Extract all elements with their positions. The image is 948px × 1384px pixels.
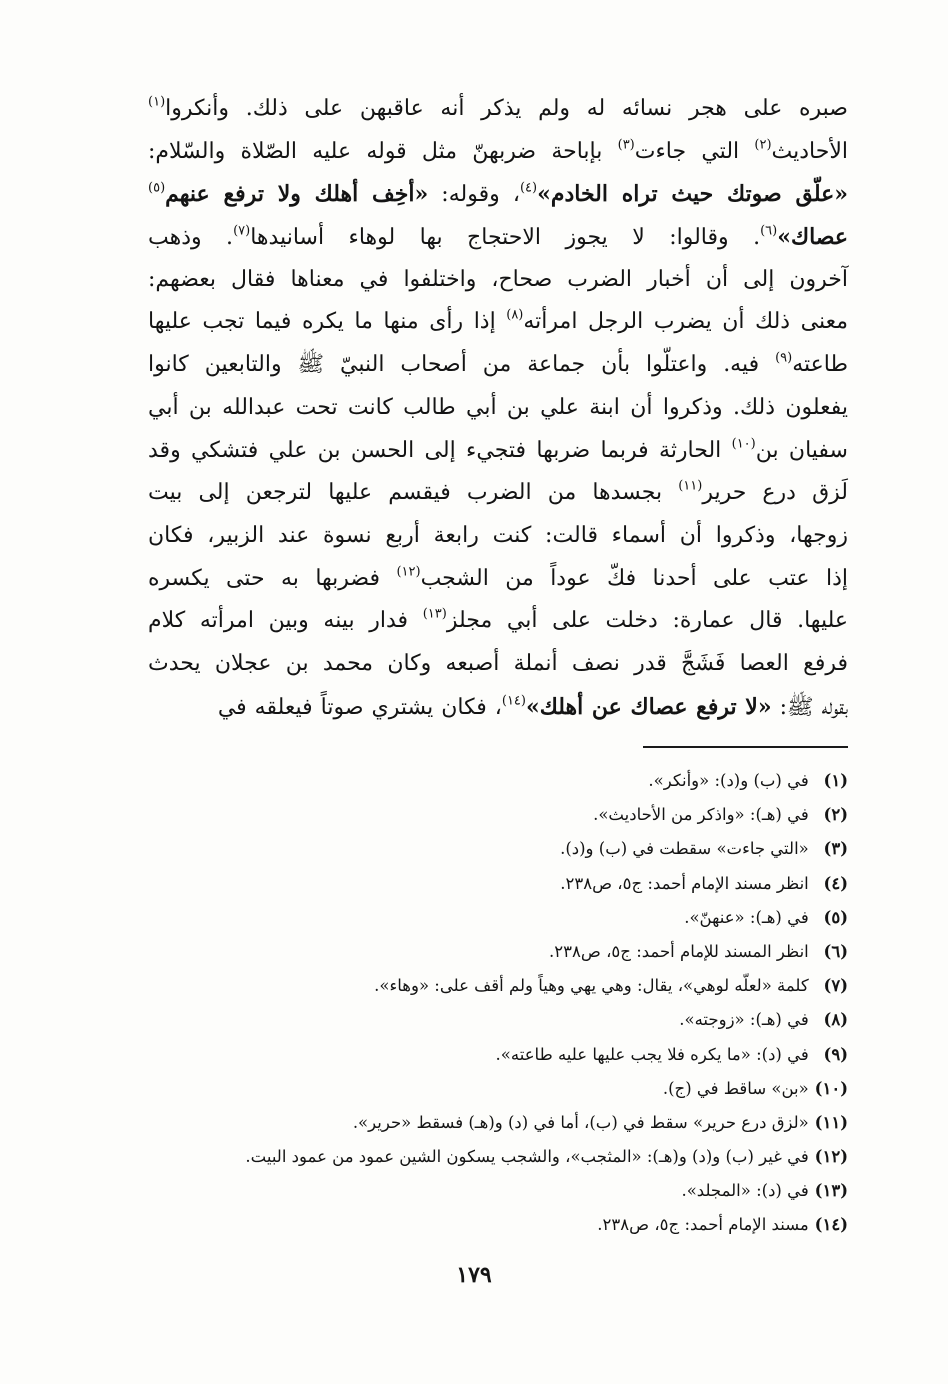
footnote-item: [140, 1140, 848, 1174]
text-line: [148, 301, 848, 344]
footnote-text: في (هـ): «زوجته».: [679, 1010, 809, 1030]
text-segment: عليها. قال عمارة: دخلت على أبي مجلز: [446, 608, 849, 634]
text-segment: فيه. واعتلّوا بأن جماعة من أصحاب النبيّ ﷺ والتابعين كانوا: [148, 352, 776, 378]
footnote-marker: (١٤): [501, 692, 526, 708]
footnote-item: [140, 867, 848, 901]
page-number: ١٧٩: [456, 1262, 492, 1288]
text-segment: الأحاديث: [771, 138, 848, 164]
footnote-marker: (٤): [519, 180, 538, 196]
text-segment: ، وقوله:: [428, 182, 520, 208]
footnote-number: (٦): [823, 941, 848, 961]
hadith-quote: «لا ترفع عصاك عن أهلك»: [525, 693, 772, 720]
footnote-text: كلمة «لعلّه لوهي»، يقال: وهي يهي وهياً ولم أقف على: «وهاء».: [374, 976, 809, 996]
footnote-number: (٧): [823, 976, 848, 996]
footnote-text: «لزق درع حرير» سقط في (ب)، أما في (د) و(هـ) فسقط «حرير».: [352, 1112, 809, 1132]
footnote-marker: (١٣): [422, 606, 447, 622]
text-line: [148, 430, 848, 473]
footnote-number: (١١): [814, 1112, 848, 1132]
text-segment: سفيان بن: [755, 437, 848, 463]
footnote-marker: (٨): [506, 307, 524, 323]
text-line: [148, 259, 848, 302]
footnotes-list: [140, 764, 848, 1243]
footnote-number: (٩): [823, 1044, 848, 1064]
hadith-quote: «علّق صوتك حيث تراه الخادم»: [537, 181, 848, 208]
footnote-item: [140, 935, 848, 969]
text-segment: . وذهب: [148, 225, 234, 251]
text-segment: إذا عتب على أحدنا فكّ عوداً من الشجب: [420, 565, 848, 591]
footnote-marker: (١١): [678, 478, 703, 494]
text-line: [148, 131, 848, 174]
footnote-text: في (هـ): «عنهنّ».: [684, 907, 809, 927]
text-line: [148, 88, 848, 131]
footnote-item: [140, 1003, 848, 1037]
footnote-number: (٢): [823, 805, 848, 825]
footnote-number: (٨): [823, 1010, 848, 1030]
footnote-number: (٥): [823, 907, 848, 927]
footnote-text: في غير (ب) و(د) و(هـ): «المثجب»، والشجب يسكون الشين عمود من عمود البيت.: [245, 1147, 809, 1167]
footnote-marker: (١٢): [396, 563, 421, 579]
footnote-separator: [643, 746, 848, 748]
footnote-item: [140, 1072, 848, 1106]
hadith-quote: عصاك»: [777, 224, 848, 251]
text-segment: صبره على هجر نسائه له ولم يذكر أنه عاقبهن على ذلك. وأنكروا: [165, 96, 848, 121]
text-line: [148, 600, 848, 643]
text-segment: إذا رأى منها ما يكره فيما تجب عليها: [148, 309, 507, 335]
text-segment: ، فكان يشتري صوتاً فيعلقه في: [217, 694, 502, 720]
footnote-item: [140, 901, 848, 935]
text-segment: طاعته: [792, 352, 848, 378]
footnote-marker: (١): [148, 94, 166, 110]
text-segment: معنى ذلك أن يضرب الرجل امرأته: [523, 309, 848, 335]
footnote-item: [140, 1208, 848, 1242]
footnote-marker: (٦): [760, 223, 778, 239]
main-text: [148, 88, 848, 728]
text-segment: زوجها، وذكروا أن أسماء قالت: كنت رابعة أربع نسوة عند الزبير، فكان: [148, 522, 848, 548]
text-segment: فرفع العصا فَشَجَّ قدر نصف أنملة أصبعه وكان محمد بن عجلان يحدث: [148, 650, 848, 676]
text-segment: فدار بينه وبين امرأته كلام: [148, 608, 423, 634]
text-line: [148, 344, 848, 387]
text-segment: بجسدها من الضرب فيقسم عليها لترجعن إلى بيت: [148, 480, 679, 506]
footnote-marker: (٧): [233, 223, 251, 239]
text-line: [148, 558, 848, 601]
footnote-text: «بن» ساقط في (ج).: [662, 1078, 809, 1098]
footnote-marker: (٥): [148, 180, 166, 196]
footnote-number: (١٢): [814, 1147, 848, 1167]
text-line: [148, 387, 848, 430]
footnote-item: [140, 764, 848, 798]
footnote-text: «التي جاءت» سقطت في (ب) و(د).: [560, 839, 809, 859]
footnote-item: [140, 1174, 848, 1208]
footnote-text: في (د): «المجلد».: [681, 1181, 809, 1201]
text-line: [148, 686, 848, 729]
text-segment: لَزق درع حرير: [702, 480, 848, 506]
text-segment: . وقالوا: لا يجوز الاحتجاج بها لوهاء أسانيدها: [250, 225, 761, 251]
footnote-text: في (هـ): «واذكر من الأحاديث».: [593, 805, 809, 825]
text-line: [148, 643, 848, 686]
footnote-marker: (١٠): [731, 435, 756, 451]
text-segment: يفعلون ذلك. وذكروا أن ابنة علي بن أبي طالب كانت تحت عبدالله بن أبي: [148, 394, 848, 420]
footnote-text: في (د): «ما يكره فلا يجب عليها عليه طاعته».: [495, 1044, 809, 1064]
footnote-item: [140, 832, 848, 866]
text-line: [148, 216, 848, 259]
footnote-marker: (٢): [754, 136, 772, 152]
text-segment: الحارثة فربما ضربها فتجيء إلى الحسن بن علي فتشكي وقد: [148, 437, 732, 463]
footnote-number: (١): [823, 771, 848, 790]
footnote-item: [140, 1038, 848, 1072]
footnote-number: (٣): [823, 839, 848, 859]
text-segment: بقوله ﷺ:: [771, 694, 848, 720]
text-line: [148, 472, 848, 515]
footnote-number: (١٤): [814, 1215, 848, 1235]
hadith-quote: «أخِف أهلك ولا ترفع عنهم: [165, 181, 429, 208]
text-segment: فضربها به حتى يكسره: [148, 565, 397, 591]
footnote-marker: (٩): [775, 350, 793, 366]
footnote-text: انظر مسند الإمام أحمد: ج٥، ص٢٣٨.: [560, 873, 809, 893]
footnote-item: [140, 798, 848, 832]
footnote-item: [140, 969, 848, 1003]
footnote-number: (١٣): [814, 1181, 848, 1201]
footnote-text: انظر المسند للإمام أحمد: ج٥، ص٢٣٨.: [549, 941, 809, 961]
text-segment: آخرون إلى أن أخبار الضرب صحاح، واختلفوا في معناها فقال بعضهم:: [148, 266, 848, 292]
footnote-text: مسند الإمام أحمد: ج٥، ص٢٣٨.: [597, 1215, 809, 1235]
footnote-text: في (ب) و(د): «وأنكر».: [648, 771, 809, 790]
text-segment: التي جاءت: [634, 138, 755, 164]
footnote-number: (٤): [823, 873, 848, 893]
footnote-item: [140, 1106, 848, 1140]
text-line: [148, 515, 848, 558]
text-segment: بإباحة ضربهنّ مثل قوله عليه الصّلاة والسّلام:: [148, 138, 618, 164]
text-line: [148, 173, 848, 216]
footnote-marker: (٣): [617, 136, 635, 152]
footnote-number: (١٠): [814, 1078, 848, 1098]
